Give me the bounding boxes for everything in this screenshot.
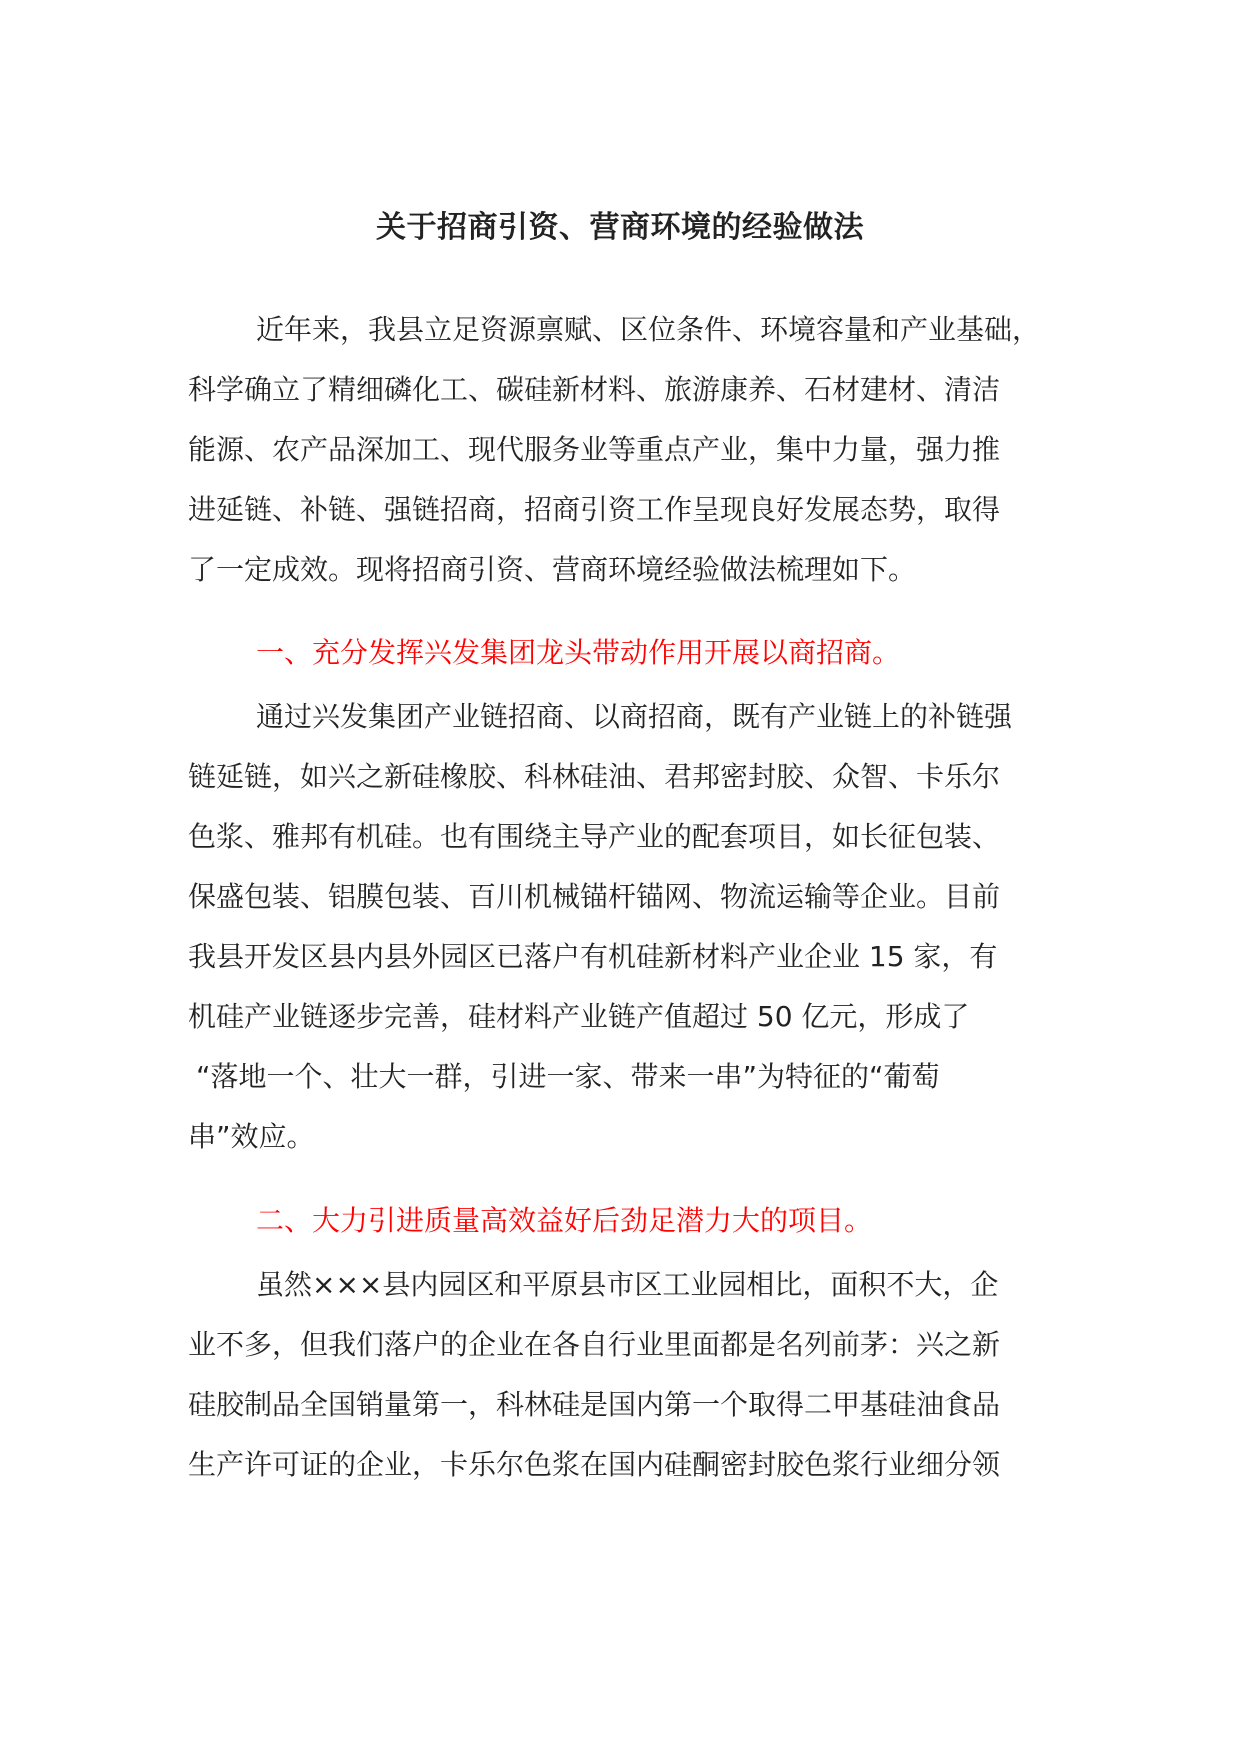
paragraph-line: 串”效应。 [188, 1120, 315, 1153]
paragraph-line: 进延链、补链、强链招商，招商引资工作呈现良好发展态势，取得 [188, 493, 1001, 526]
document-title: 关于招商引资、营商环境的经验做法 [376, 210, 864, 245]
paragraph-line: 通过兴发集团产业链招商、以商招商，既有产业链上的补链强 [256, 700, 1013, 733]
section-heading: 一、充分发挥兴发集团龙头带动作用开展以商招商。 [256, 636, 901, 669]
section-heading: 二、大力引进质量高效益好后劲足潜力大的项目。 [256, 1204, 873, 1237]
paragraph-line: 科学确立了精细磷化工、碳硅新材料、旅游康养、石材建材、清洁 [188, 373, 1001, 406]
paragraph-line: 生产许可证的企业，卡乐尔色浆在国内硅酮密封胶色浆行业细分领 [188, 1448, 1001, 1481]
paragraph-line: 了一定成效。现将招商引资、营商环境经验做法梳理如下。 [188, 553, 917, 586]
paragraph-line: 近年来，我县立足资源禀赋、区位条件、环境容量和产业基础， [256, 313, 1041, 346]
paragraph-line: 链延链，如兴之新硅橡胶、科林硅油、君邦密封胶、众智、卡乐尔 [188, 760, 1001, 793]
paragraph-line: 业不多，但我们落户的企业在各自行业里面都是名列前茅：兴之新 [188, 1328, 1001, 1361]
paragraph-line: 机硅产业链逐步完善，硅材料产业链产值超过 50 亿元，形成了 [188, 1000, 970, 1033]
paragraph-line: 虽然×××县内园区和平原县市区工业园相比，面积不大，企 [256, 1268, 999, 1301]
paragraph-line: 色浆、雅邦有机硅。也有围绕主导产业的配套项目，如长征包装、 [188, 820, 1001, 853]
paragraph-line: 硅胶制品全国销量第一，科林硅是国内第一个取得二甲基硅油食品 [188, 1388, 1001, 1421]
paragraph-line: 我县开发区县内县外园区已落户有机硅新材料产业企业 15 家，有 [188, 940, 998, 973]
paragraph-line: “落地一个、壮大一群，引进一家、带来一串”为特征的“葡萄 [196, 1060, 940, 1093]
paragraph-line: 保盛包装、铝膜包装、百川机械锚杆锚网、物流运输等企业。目前 [188, 880, 1001, 913]
paragraph-line: 能源、农产品深加工、现代服务业等重点产业，集中力量，强力推 [188, 433, 1001, 466]
